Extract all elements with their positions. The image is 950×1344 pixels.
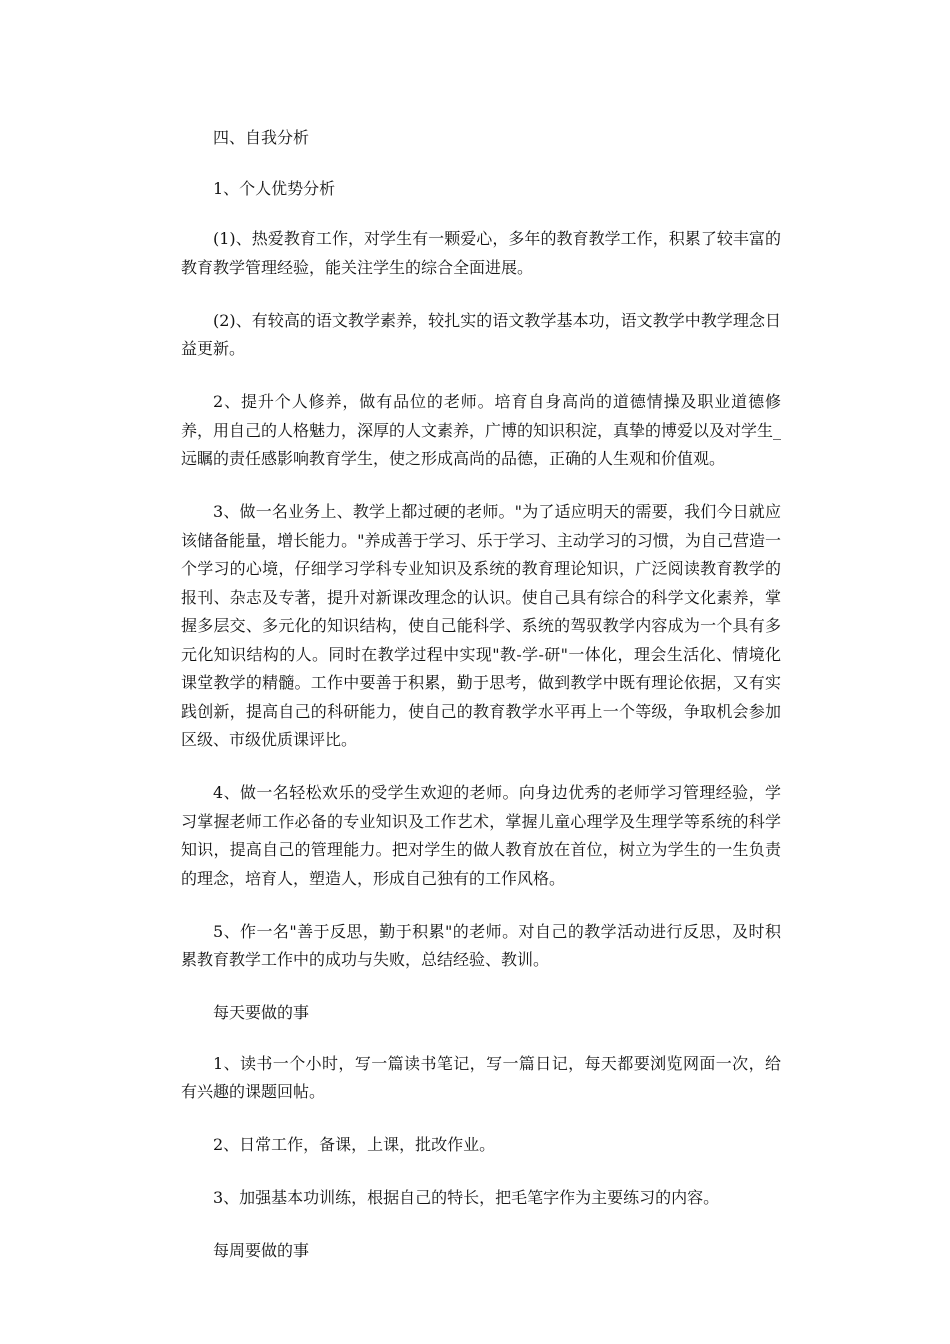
paragraph: 1、读书一个小时，写一篇读书笔记，写一篇日记，每天都要浏览网面一次，给有兴趣的课题回帖。 <box>181 1053 781 1101</box>
paragraph: 2、日常工作，备课，上课，批改作业。 <box>213 1135 496 1154</box>
paragraph: (2)、有较高的语文教学素养，较扎实的语文教学基本功，语文教学中教学理念日益更新。 <box>181 310 781 358</box>
paragraph: (1)、热爱教育工作，对学生有一颗爱心，多年的教育教学工作，积累了较丰富的教育教学管理经验，能关注学生的综合全面进展。 <box>181 229 781 277</box>
paragraph: 5、作一名"善于反思，勤于积累"的老师。对自己的教学活动进行反思，及时积累教育教学工作中的成功与失败，总结经验、教训。 <box>181 921 781 969</box>
paragraph: 4、做一名轻松欢乐的受学生欢迎的老师。向身边优秀的老师学习管理经验，学习掌握老师工作必备的专业知识及工作艺术，掌握儿童心理学及生理学等系统的科学知识，提高自己的管理能力。把对学生的做人教育放在首位，树立为学生的一生负责的理念，培育人，塑造人，形成自己独有的工作风格。 <box>181 783 781 888</box>
paragraph: 2、提升个人修养，做有品位的老师。培育自身高尚的道德情操及职业道德修养，用自己的人格魅力，深厚的人文素养，广博的知识积淀，真挚的博爱以及对学生_远瞩的责任感影响教育学生，使之形成高尚的品德，正确的人生观和价值观。 <box>181 392 782 468</box>
subsection-heading: 1、个人优势分析 <box>213 178 336 198</box>
document-body <box>181 124 781 1288</box>
section-heading: 四、自我分析 <box>213 128 310 147</box>
paragraph: 3、做一名业务上、教学上都过硬的老师。"为了适应明天的需要，我们今日就应该储备能量，增长能力。"养成善于学习、乐于学习、主动学习的习惯，为自己营造一个学习的心境，仔细学习学科专业知识及系统的教育理论知识，广泛阅读教育教学的报刊、杂志及专著，提升对新课改理念的认识。使自己具有综合的科学文化素养，掌握多层交、多元化的知识结构，使自己能科学、系统的驾驭教学内容成为一个具有多元化知识结构的人。同时在教学过程中实现"教-学-研"一体化，理会生活化、情境化课堂教学的精髓。工作中要善于积累，勤于思考，做到教学中既有理论依据，又有实践创新，提高自己的科研能力，使自己的教育教学水平再上一个等级，争取机会参加区级、市级优质课评比。 <box>181 502 781 749</box>
daily-tasks-heading: 每天要做的事 <box>213 1003 310 1022</box>
paragraph: 3、加强基本功训练，根据自己的特长，把毛笔字作为主要练习的内容。 <box>213 1188 720 1207</box>
weekly-tasks-heading: 每周要做的事 <box>213 1241 310 1260</box>
